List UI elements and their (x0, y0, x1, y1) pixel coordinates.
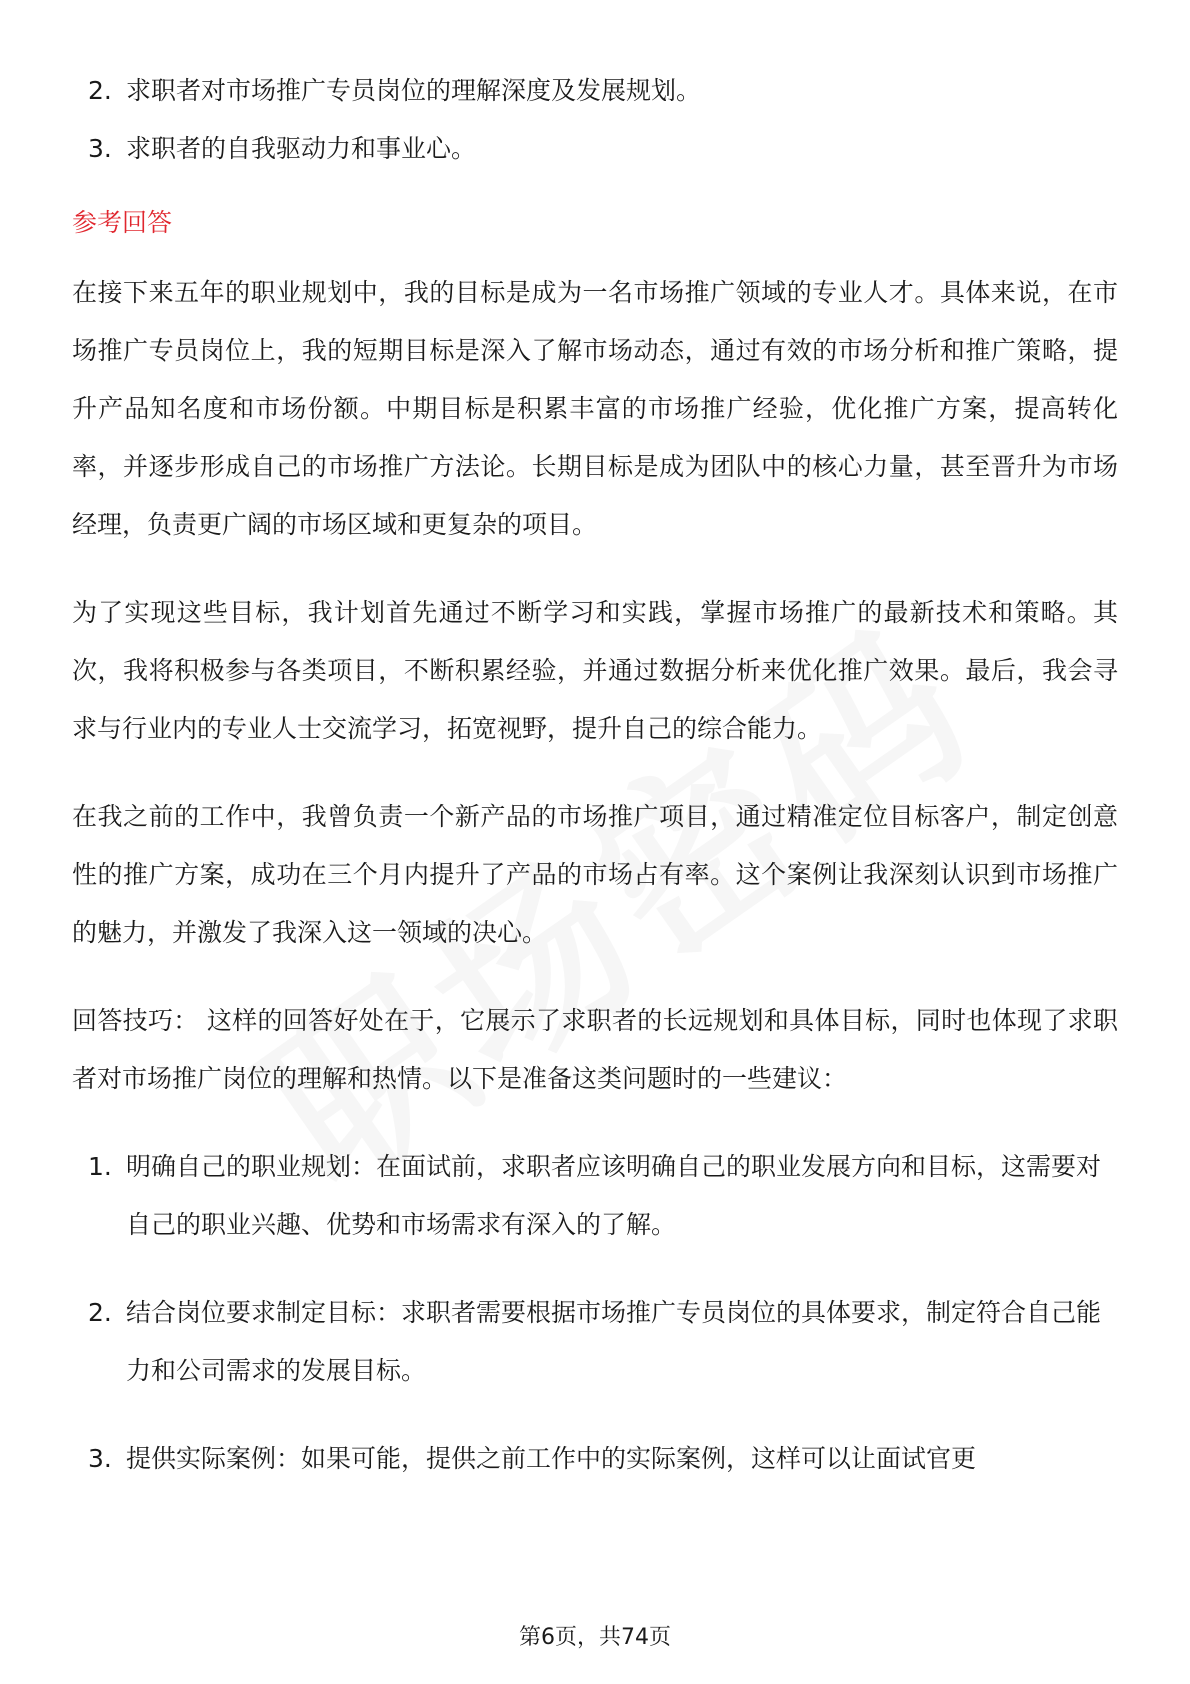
list-text: 求职者的自我驱动力和事业心。 (126, 134, 477, 163)
section-heading: 参考回答 (72, 208, 173, 237)
tips-list (72, 1138, 1118, 1488)
page-footer: 第6页，共74页 (519, 1625, 671, 1650)
list-number: 3. (88, 1444, 112, 1473)
list-item (72, 1430, 1118, 1488)
paragraph: 回答技巧： 这样的回答好处在于，它展示了求职者的长远规划和具体目标，同时也体现了求职者对市场推广岗位的理解和热情。以下是准备这类问题时的一些建议： (72, 1006, 1118, 1093)
page-content (72, 62, 1118, 1518)
list-text: 求职者对市场推广专员岗位的理解深度及发展规划。 (126, 76, 702, 105)
paragraph: 在接下来五年的职业规划中，我的目标是成为一名市场推广领域的专业人才。具体来说，在市场推广专员岗位上，我的短期目标是深入了解市场动态，通过有效的市场分析和推广策略，提升产品知名度和市场份额。中期目标是积累丰富的市场推广经验，优化推广方案，提高转化率，并逐步形成自己的市场推广方法论。长期目标是成为团队中的核心力量，甚至晋升为市场经理，负责更广阔的市场区域和更复杂的项目。 (72, 278, 1118, 539)
list-item (72, 1138, 1118, 1254)
paragraph: 在我之前的工作中，我曾负责一个新产品的市场推广项目，通过精准定位目标客户，制定创意性的推广方案，成功在三个月内提升了产品的市场占有率。这个案例让我深刻认识到市场推广的魅力，并激发了我深入这一领域的决心。 (72, 802, 1118, 947)
list-number: 2. (88, 76, 112, 105)
list-number: 2. (88, 1298, 112, 1327)
list-number: 3. (88, 134, 112, 163)
list-item (72, 1284, 1118, 1400)
list-text: 结合岗位要求制定目标：求职者需要根据市场推广专员岗位的具体要求，制定符合自己能力和公司需求的发展目标。 (126, 1298, 1102, 1385)
list-item (72, 62, 1118, 120)
list-text: 明确自己的职业规划：在面试前，求职者应该明确自己的职业发展方向和目标，这需要对自己的职业兴趣、优势和市场需求有深入的了解。 (126, 1152, 1102, 1239)
paragraph: 为了实现这些目标，我计划首先通过不断学习和实践，掌握市场推广的最新技术和策略。其次，我将积极参与各类项目，不断积累经验，并通过数据分析来优化推广效果。最后，我会寻求与行业内的专业人士交流学习，拓宽视野，提升自己的综合能力。 (72, 598, 1118, 743)
list-number: 1. (88, 1152, 112, 1181)
list-text: 提供实际案例：如果可能，提供之前工作中的实际案例，这样可以让面试官更 (126, 1444, 977, 1473)
list-item (72, 120, 1118, 178)
